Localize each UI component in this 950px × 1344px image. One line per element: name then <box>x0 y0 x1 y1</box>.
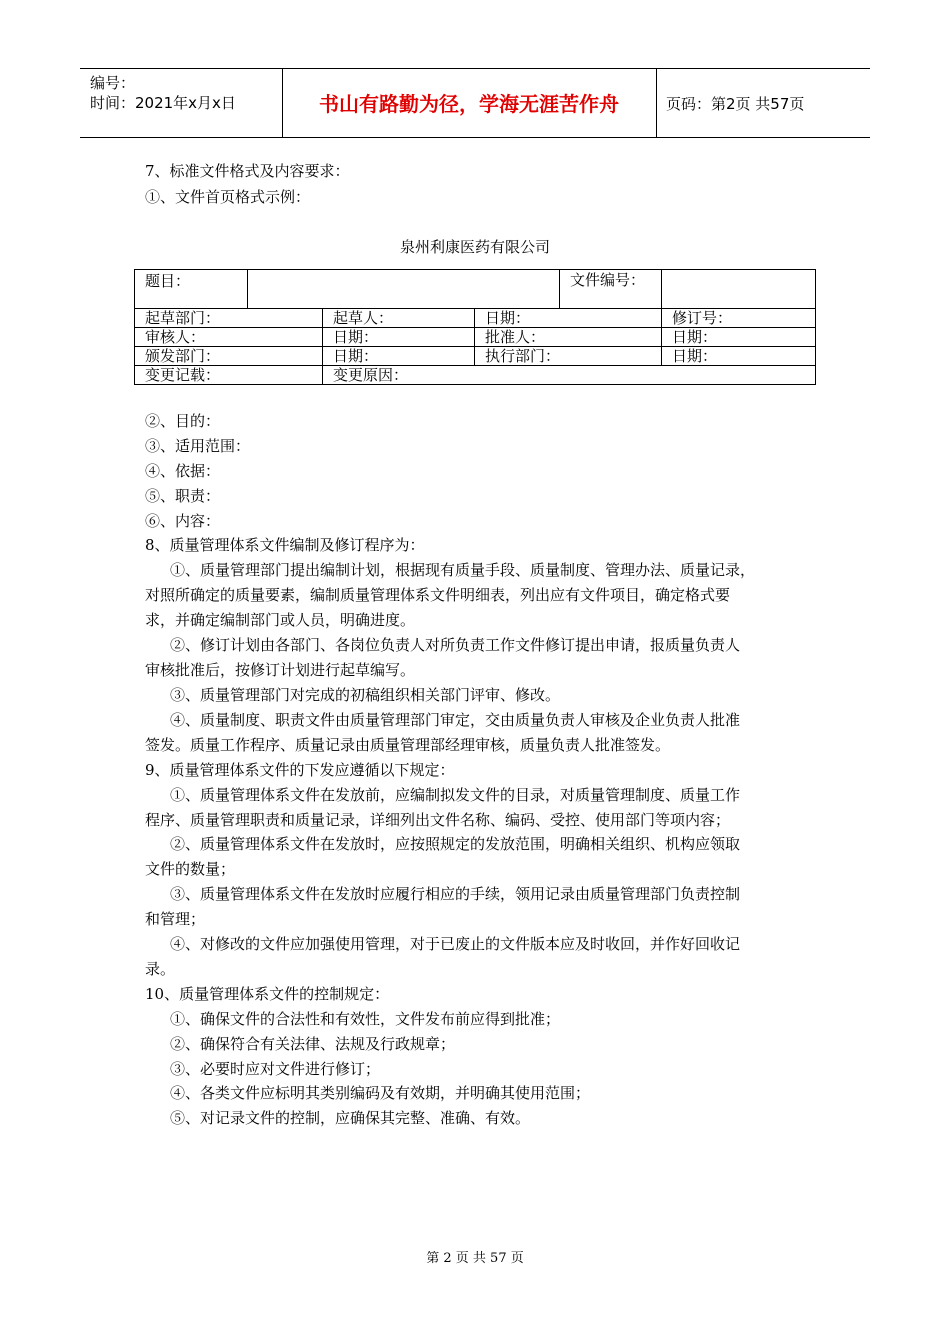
paragraph-line: 程序、质量管理职责和质量记录，详细列出文件名称、编码、受控、使用部门等项内容； <box>145 811 731 829</box>
paragraph-line: ②、修订计划由各部门、各岗位负责人对所负责工作文件修订提出申请，报质量负责人 <box>170 636 741 654</box>
form-cell: 日期： <box>323 328 475 347</box>
section-8-title: 8、质量管理体系文件编制及修订程序为： <box>145 536 425 554</box>
list-item: ②、目的： <box>145 412 221 430</box>
list-item: ②、确保符合有关法律、法规及行政规章； <box>170 1035 456 1053</box>
form-row <box>135 347 816 366</box>
form-cell: 日期： <box>662 328 816 347</box>
paragraph-line: ①、质量管理体系文件在发放前，应编制拟发文件的目录，对质量管理制度、质量工作 <box>170 786 741 804</box>
list-item: ③、适用范围： <box>145 437 251 455</box>
paragraph-line: 录。 <box>145 960 176 978</box>
section-7-item-1: ①、文件首页格式示例： <box>145 188 311 206</box>
header-page-info: 页码：第2页 共57页 <box>666 95 805 113</box>
form-cell: 颁发部门： <box>135 347 323 366</box>
paragraph-line: ②、质量管理体系文件在发放时，应按照规定的发放范围，明确相关组织、机构应领取 <box>170 835 741 853</box>
form-title-label: 题目： <box>135 270 248 309</box>
list-item: ①、确保文件的合法性和有效性，文件发布前应得到批准； <box>170 1010 561 1028</box>
form-cell: 变更记载： <box>135 366 323 385</box>
doc-number-label: 编号： <box>90 74 136 92</box>
header-motto: 书山有路勤为径，学海无涯苦作舟 <box>319 92 619 116</box>
paragraph-line: ③、质量管理部门对完成的初稿组织相关部门评审、修改。 <box>170 686 561 704</box>
header-divider <box>656 69 657 137</box>
form-cell: 日期： <box>475 309 662 328</box>
list-item: ⑥、内容： <box>145 512 221 530</box>
form-row <box>135 309 816 328</box>
section-7-title: 7、标准文件格式及内容要求： <box>145 162 350 180</box>
document-header-form <box>134 269 816 385</box>
form-cell: 批准人： <box>475 328 662 347</box>
form-cell: 起草部门： <box>135 309 323 328</box>
paragraph-line: 文件的数量； <box>145 860 236 878</box>
paragraph-line: 签发。质量工作程序、质量记录由质量管理部经理审核，质量负责人批准签发。 <box>145 736 671 754</box>
page-header <box>80 68 870 138</box>
form-cell: 变更原因： <box>323 366 816 385</box>
section-10-title: 10、质量管理体系文件的控制规定： <box>145 985 390 1003</box>
form-doc-no-value <box>662 270 816 309</box>
paragraph-line: 和管理； <box>145 910 206 928</box>
form-row <box>135 366 816 385</box>
paragraph-line: 审核批准后，按修订计划进行起草编写。 <box>145 661 416 679</box>
list-item: ③、必要时应对文件进行修订； <box>170 1060 381 1078</box>
header-meta <box>90 73 236 113</box>
form-cell: 执行部门： <box>475 347 662 366</box>
list-item: ④、各类文件应标明其类别编码及有效期，并明确其使用范围； <box>170 1084 591 1102</box>
form-doc-no-label: 文件编号： <box>560 270 662 309</box>
section-9-title: 9、质量管理体系文件的下发应遵循以下规定： <box>145 761 455 779</box>
form-row <box>135 328 816 347</box>
form-cell: 日期： <box>323 347 475 366</box>
company-name: 泉州利康医药有限公司 <box>399 238 550 256</box>
form-cell: 审核人： <box>135 328 323 347</box>
page-footer: 第 2 页 共 57 页 <box>426 1251 524 1266</box>
doc-time-label: 时间：2021年x月x日 <box>90 94 236 112</box>
list-item: ⑤、对记录文件的控制，应确保其完整、准确、有效。 <box>170 1109 531 1127</box>
list-item: ④、依据： <box>145 462 221 480</box>
form-title-value <box>248 270 560 309</box>
paragraph-line: 求，并确定编制部门或人员，明确进度。 <box>145 611 416 629</box>
list-item: ⑤、职责： <box>145 487 221 505</box>
form-cell: 修订号： <box>662 309 816 328</box>
paragraph-line: 对照所确定的质量要素，编制质量管理体系文件明细表，列出应有文件项目，确定格式要 <box>145 586 731 604</box>
paragraph-line: ①、质量管理部门提出编制计划，根据现有质量手段、质量制度、管理办法、质量记录， <box>170 561 756 579</box>
paragraph-line: ④、对修改的文件应加强使用管理，对于已废止的文件版本应及时收回，并作好回收记 <box>170 935 741 953</box>
form-cell: 起草人： <box>323 309 475 328</box>
form-cell: 日期： <box>662 347 816 366</box>
paragraph-line: ③、质量管理体系文件在发放时应履行相应的手续，领用记录由质量管理部门负责控制 <box>170 885 741 903</box>
paragraph-line: ④、质量制度、职责文件由质量管理部门审定，交由质量负责人审核及企业负责人批准 <box>170 711 741 729</box>
form-row <box>135 270 816 309</box>
